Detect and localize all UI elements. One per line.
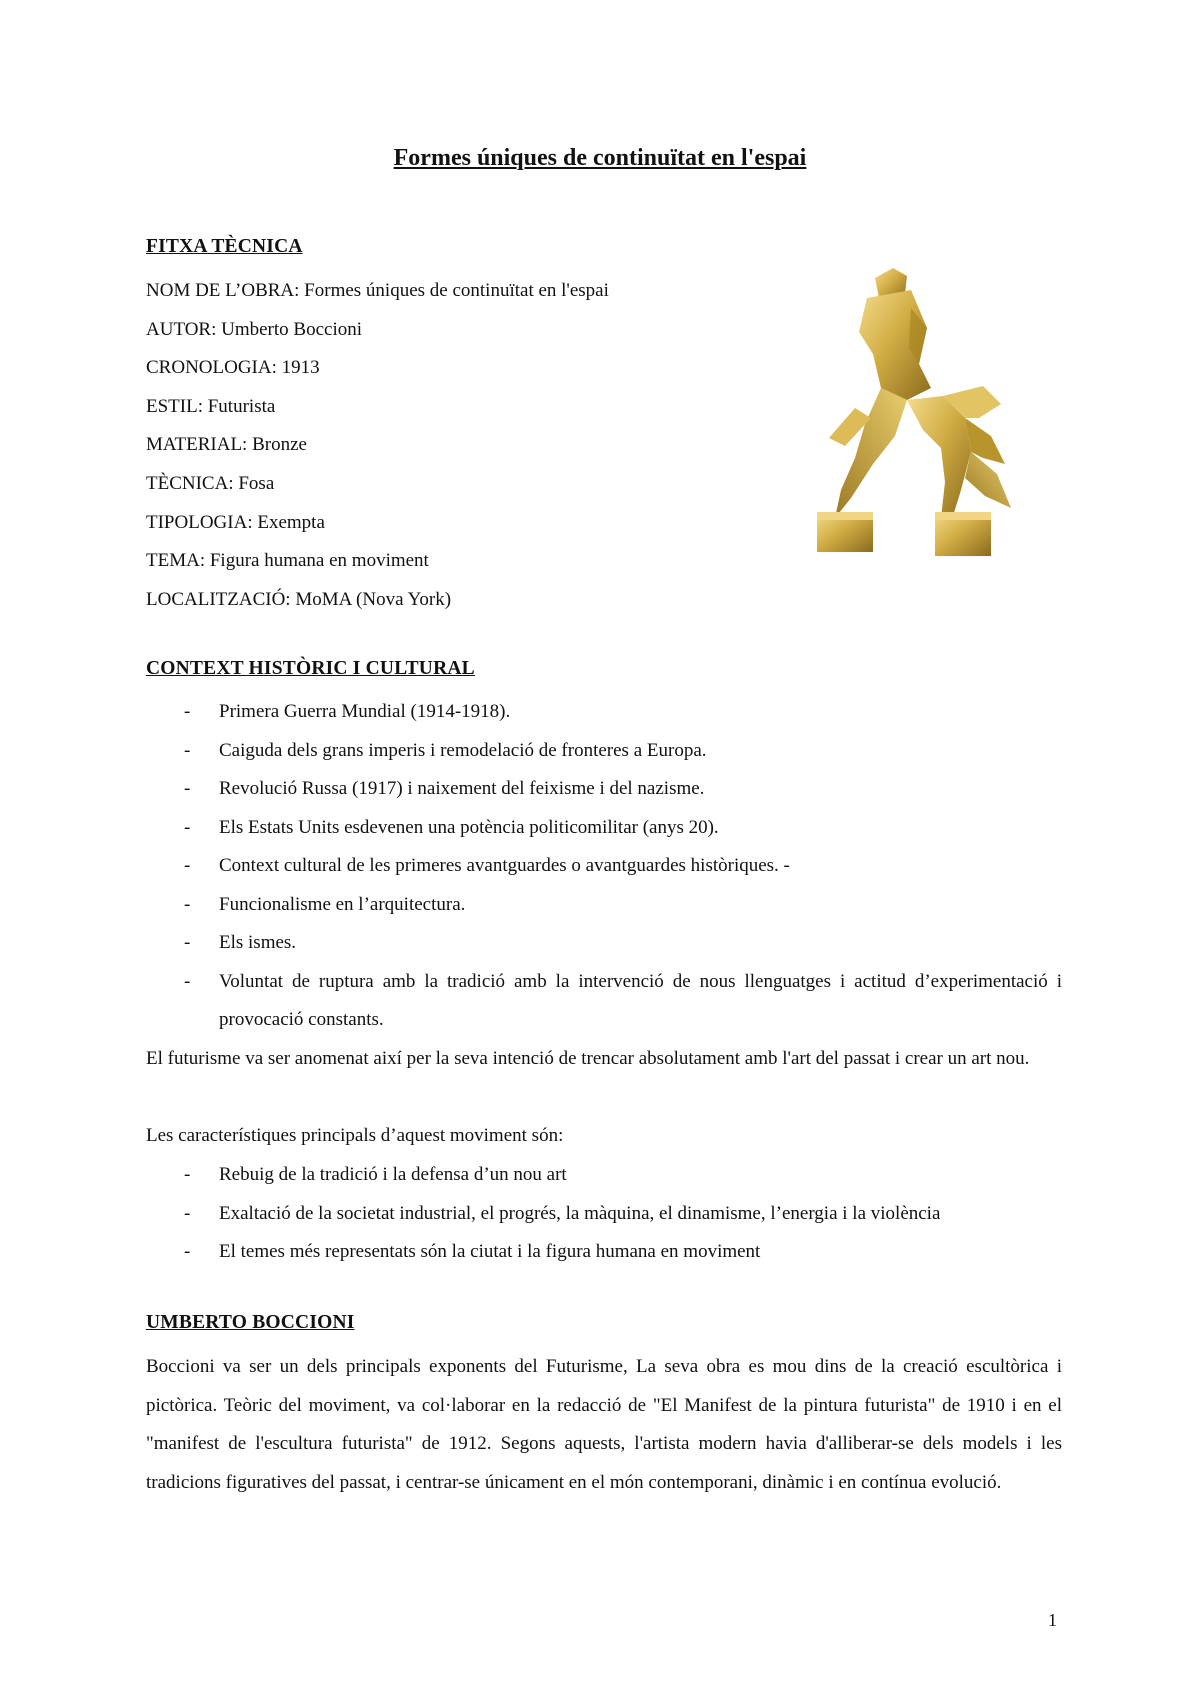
technical-sheet-item: NOM DE L’OBRA: Formes úniques de continuïtat en l'espai [146,280,609,301]
dash-marker: - [184,855,191,876]
technical-sheet-list [146,272,609,619]
sculpture-image [815,268,1035,560]
characteristics-intro: Les característiques principals d’aquest moviment són: [146,1125,564,1146]
technical-sheet-item: AUTOR: Umberto Boccioni [146,318,363,340]
characteristics-list [146,1156,1062,1272]
context-item-text: Funcionalisme en l’arquitectura. [219,893,466,915]
context-list-item [146,693,1062,732]
dash-marker: - [184,932,191,953]
context-item-text: Voluntat de ruptura amb la tradició amb la intervenció de nous llenguatges i actitud d’experimentació i provocació constants. [219,970,1062,1030]
context-item-text: Els Estats Units esdevenen una potència politicomilitar (anys 20). [219,816,719,838]
dash-marker: - [184,893,191,915]
context-list [146,693,1062,1040]
characteristic-item [146,1195,1062,1234]
dash-marker: - [184,1202,191,1224]
dash-marker: - [184,1164,191,1185]
boccioni-heading: UMBERTO BOCCIONI [146,1312,355,1333]
context-item-text: Revolució Russa (1917) i naixement del feixisme i del nazisme. [219,778,705,799]
dash-marker: - [184,970,191,992]
technical-sheet-item: TÈCNICA: Fosa [146,472,275,494]
dash-marker: - [184,701,191,722]
context-item-text: Context cultural de les primeres avantguardes o avantguardes històriques. - [219,855,790,876]
boccioni-paragraph: Boccioni va ser un dels principals exponents del Futurisme, La seva obra es mou dins de la creació escultòrica i pictòrica. Teòric del moviment, va col·laborar en la redacció de "El Manifest de la pintura futurista" de 1910 i en el "manifest de l'escultura futurista" de 1912. Segons aquests, l'artista modern havia d'alliberar-se dels models i les tradicions figuratives del passat, i centrar-se únicament en el món contemporani, dinàmic i en contínua evolució. [146,1356,1062,1493]
dash-marker: - [184,739,191,761]
dash-marker: - [184,778,191,799]
technical-sheet-item: CRONOLOGIA: 1913 [146,357,320,379]
context-item-text: Caiguda dels grans imperis i remodelació de fronteres a Europa. [219,739,707,761]
technical-sheet-item: LOCALITZACIÓ: MoMA (Nova York) [146,588,452,610]
context-list-item [146,963,1062,1040]
document-title: Formes úniques de continuïtat en l'espai [393,145,807,171]
technical-sheet-item: ESTIL: Futurista [146,395,276,417]
characteristic-text: Exaltació de la societat industrial, el progrés, la màquina, el dinamisme, l’energia i la violència [219,1202,941,1224]
technical-sheet-heading: FITXA TÈCNICA [146,236,303,257]
characteristic-item [146,1233,1062,1272]
page-number: 1 [1048,1610,1057,1630]
characteristic-item [146,1156,1062,1195]
characteristic-text: El temes més representats són la ciutat i la figura humana en moviment [219,1241,761,1262]
context-list-item [146,924,1062,963]
dash-marker: - [184,816,191,838]
technical-sheet-item: TIPOLOGIA: Exempta [146,511,325,533]
context-item-text: Els ismes. [219,932,297,953]
futurism-paragraph: El futurisme va ser anomenat així per la seva intenció de trencar absolutament amb l'art del passat i crear un art nou. [146,1048,1030,1069]
context-item-text: Primera Guerra Mundial (1914-1918). [219,701,511,722]
context-list-item [146,732,1062,771]
context-heading: CONTEXT HISTÒRIC I CULTURAL [146,658,475,679]
technical-sheet-item: TEMA: Figura humana en moviment [146,550,429,572]
context-list-item [146,886,1062,925]
characteristic-text: Rebuig de la tradició i la defensa d’un nou art [219,1164,567,1185]
context-list-item [146,770,1062,809]
technical-sheet-item: MATERIAL: Bronze [146,434,307,456]
context-list-item [146,809,1062,848]
context-list-item [146,847,1062,886]
dash-marker: - [184,1241,191,1262]
